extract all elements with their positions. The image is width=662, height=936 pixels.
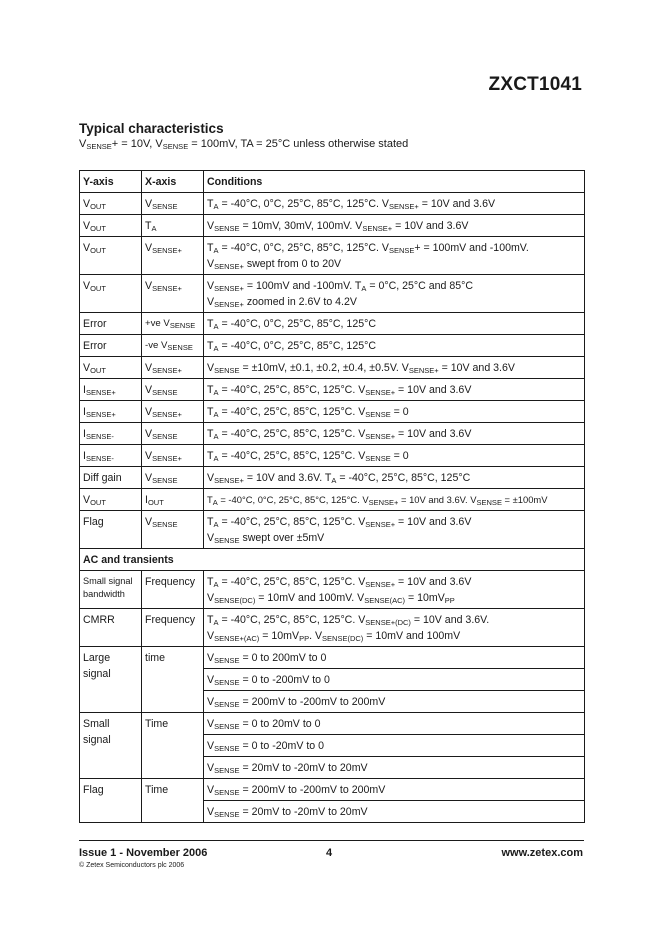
x-axis-cell: $V_{SENSE+}$ xyxy=(142,401,204,423)
x-axis-cell: Frequency xyxy=(142,609,204,647)
table-row xyxy=(80,779,585,801)
x-axis-cell: Time xyxy=(142,713,204,779)
y-axis-cell: $V_{OUT}$ xyxy=(80,357,142,379)
y-axis-cell: $I_{SENSE+}$ xyxy=(80,379,142,401)
condition-line: $V_{SENSE+}$ swept from 0 to 20V xyxy=(207,258,342,271)
conditions-cell xyxy=(204,401,585,423)
x-axis-cell: $T_A$ xyxy=(142,215,204,237)
conditions-cell xyxy=(204,489,585,511)
y-axis-cell: $V_{OUT}$ xyxy=(80,489,142,511)
condition-line: $T_A = -40^\circ C$, 0°C, 25°C, 85°C, 125°C. $V_{SENSE+} = 10V$ and 3.6V xyxy=(207,198,496,211)
conditions-cell: $V_{SENSE} = 0$ to -200mV to 0 xyxy=(204,669,585,691)
condition-line: $T_A = -40^\circ C$, 0°C, 25°C, 85°C, 125°C xyxy=(207,318,376,331)
conditions-cell xyxy=(204,215,585,237)
condition-line: $T_A = -40^\circ C$, 25°C, 85°C, 125°C. $V_{SENSE+} = 10V$ and 3.6V xyxy=(207,428,472,441)
x-axis-cell: $V_{SENSE}$ xyxy=(142,511,204,549)
y-axis-cell: $V_{OUT}$ xyxy=(80,215,142,237)
x-axis-cell: $V_{SENSE}$ xyxy=(142,193,204,215)
table-row xyxy=(80,193,585,215)
table-row xyxy=(80,275,585,313)
section-row xyxy=(80,549,585,571)
y-axis-cell: $V_{OUT}$ xyxy=(80,193,142,215)
x-axis-cell: $I_{OUT}$ xyxy=(142,489,204,511)
table-row xyxy=(80,467,585,489)
x-axis-cell: +ve $V_{SENSE}$ xyxy=(142,313,204,335)
table-row xyxy=(80,379,585,401)
conditions-cell xyxy=(204,511,585,549)
table-row xyxy=(80,401,585,423)
table-row xyxy=(80,571,585,609)
condition-line: $T_A = -40^\circ C$, 0°C, 25°C, 85°C, 125°C xyxy=(207,340,376,353)
y-axis-cell: Flag xyxy=(80,779,142,823)
conditions-cell xyxy=(204,237,585,275)
y-axis-cell: $I_{SENSE-}$ xyxy=(80,423,142,445)
y-axis-cell: Flag xyxy=(80,511,142,549)
conditions-cell: $V_{SENSE} = 20mV$ to -20mV to 20mV xyxy=(204,801,585,823)
conditions-cell xyxy=(204,609,585,647)
table-row xyxy=(80,511,585,549)
x-axis-cell: $V_{SENSE+}$ xyxy=(142,275,204,313)
condition-line: $T_A = -40^\circ C$, 0°C, 25°C, 85°C, 125°C. $V_{SENSE}+ = 100mV$ and -100mV. xyxy=(207,242,529,255)
conditions-cell xyxy=(204,423,585,445)
condition-line: $V_{SENSE} = 10mV$, 30mV, 100mV. $V_{SENSE+} = 10V$ and 3.6V xyxy=(207,220,469,233)
condition-line: $V_{SENSE+} = 10V$ and 3.6V. $T_A = -40^\circ C$, 25°C, 85°C, 125°C xyxy=(207,472,471,485)
table-row xyxy=(80,237,585,275)
conditions-cell xyxy=(204,313,585,335)
y-axis-cell: Error xyxy=(80,335,142,357)
conditions-cell xyxy=(204,445,585,467)
x-axis-cell: -ve $V_{SENSE}$ xyxy=(142,335,204,357)
table-row xyxy=(80,713,585,735)
condition-line: $T_A = -40^\circ C$, 25°C, 85°C, 125°C. $V_{SENSE+} = 10V$ and 3.6V xyxy=(207,516,472,529)
table-row xyxy=(80,335,585,357)
conditions-cell xyxy=(204,193,585,215)
condition-line: $T_A = -40^\circ C$, 25°C, 85°C, 125°C. $V_{SENSE+(DC)} = 10V$ and 3.6V. xyxy=(207,614,490,627)
conditions-cell: $V_{SENSE} = 200mV$ to -200mV to 200mV xyxy=(204,779,585,801)
y-axis-cell: CMRR xyxy=(80,609,142,647)
table-row xyxy=(80,313,585,335)
x-axis-cell: $V_{SENSE}$ xyxy=(142,467,204,489)
table-row xyxy=(80,357,585,379)
condition-line: $T_A = -40^\circ C$, 0°C, 25°C, 85°C, 125°C. $V_{SENSE+} = 10V$ and 3.6V. $V_{SENSE} = \pm 100mV$ xyxy=(207,494,548,507)
footer-issue: Issue 1 - November 2006 xyxy=(79,847,208,859)
y-axis-cell: Small signal bandwidth xyxy=(80,571,142,609)
conditions-cell xyxy=(204,335,585,357)
x-axis-cell: $V_{SENSE+}$ xyxy=(142,445,204,467)
y-axis-cell: Error xyxy=(80,313,142,335)
header-y-axis: Y-axis xyxy=(80,171,142,193)
header-conditions: Conditions xyxy=(204,171,585,193)
x-axis-cell: $V_{SENSE+}$ xyxy=(142,357,204,379)
footer-divider xyxy=(79,840,584,841)
footer-copyright: © Zetex Semiconductors plc 2006 xyxy=(79,862,185,869)
footer-website: www.zetex.com xyxy=(501,847,583,859)
condition-line: $T_A = -40^\circ C$, 25°C, 85°C, 125°C. $V_{SENSE+} = 10V$ and 3.6V xyxy=(207,576,472,589)
conditions-cell: $V_{SENSE} = 0$ to -20mV to 0 xyxy=(204,735,585,757)
conditions-cell: $V_{SENSE} = 0$ to 20mV to 0 xyxy=(204,713,585,735)
conditions-cell xyxy=(204,357,585,379)
table-row xyxy=(80,647,585,669)
y-axis-cell: Large signal xyxy=(80,647,142,713)
section-title: Typical characteristics xyxy=(79,121,224,136)
x-axis-cell: Time xyxy=(142,779,204,823)
x-axis-cell: time xyxy=(142,647,204,713)
table-header-row xyxy=(80,171,585,193)
header-x-axis: X-axis xyxy=(142,171,204,193)
y-axis-cell: Diff gain xyxy=(80,467,142,489)
x-axis-cell: $V_{SENSE}$ xyxy=(142,423,204,445)
y-axis-cell: $I_{SENSE-}$ xyxy=(80,445,142,467)
x-axis-cell: $V_{SENSE}$ xyxy=(142,379,204,401)
condition-line: $V_{SENSE+(AC)} = 10mV_{PP}$. $V_{SENSE(DC)} = 10mV$ and 100mV xyxy=(207,630,461,643)
conditions-cell: $V_{SENSE} = 0$ to 200mV to 0 xyxy=(204,647,585,669)
condition-line: $T_A = -40^\circ C$, 25°C, 85°C, 125°C. $V_{SENSE+} = 10V$ and 3.6V xyxy=(207,384,472,397)
condition-line: $V_{SENSE+} = 100mV$ and -100mV. $T_A = 0^\circ C$, 25°C and 85°C xyxy=(207,280,474,293)
conditions-cell xyxy=(204,275,585,313)
condition-line: $V_{SENSE} = \pm 10mV$, ±0.1, ±0.2, ±0.4, ±0.5V. $V_{SENSE+} = 10V$ and 3.6V xyxy=(207,362,515,375)
condition-line: $V_{SENSE+}$ zoomed in 2.6V to 4.2V xyxy=(207,296,357,309)
x-axis-cell: Frequency xyxy=(142,571,204,609)
condition-line: $V_{SENSE}$ swept over ±5mV xyxy=(207,532,325,545)
conditions-cell xyxy=(204,467,585,489)
condition-line: $V_{SENSE(DC)} = 10mV$ and 100mV. $V_{SENSE(AC)} = 10mV_{PP}$ xyxy=(207,592,455,605)
conditions-cell: $V_{SENSE} = 20mV$ to -20mV to 20mV xyxy=(204,757,585,779)
table-row xyxy=(80,423,585,445)
conditions-cell xyxy=(204,379,585,401)
y-axis-cell: $V_{OUT}$ xyxy=(80,237,142,275)
y-axis-cell: $I_{SENSE+}$ xyxy=(80,401,142,423)
x-axis-cell: $V_{SENSE+}$ xyxy=(142,237,204,275)
condition-line: $T_A = -40^\circ C$, 25°C, 85°C, 125°C. $V_{SENSE} = 0$ xyxy=(207,406,409,419)
table-row xyxy=(80,489,585,511)
characteristics-table xyxy=(79,170,585,823)
conditions-cell: $V_{SENSE} = 200mV$ to -200mV to 200mV xyxy=(204,691,585,713)
table-row xyxy=(80,215,585,237)
part-number: ZXCT1041 xyxy=(488,74,582,95)
condition-line: $T_A = -40^\circ C$, 25°C, 85°C, 125°C. $V_{SENSE} = 0$ xyxy=(207,450,409,463)
y-axis-cell: Small signal xyxy=(80,713,142,779)
y-axis-cell: $V_{OUT}$ xyxy=(80,275,142,313)
table-row xyxy=(80,445,585,467)
ac-section-title: AC and transients xyxy=(80,549,585,571)
footer-page-number: 4 xyxy=(326,847,333,859)
table-row xyxy=(80,609,585,647)
section-subtitle: $V_{SENSE}+ = 10V$, $V_{SENSE} = 100mV$, TA = 25°C unless otherwise stated xyxy=(79,138,409,151)
conditions-cell xyxy=(204,571,585,609)
